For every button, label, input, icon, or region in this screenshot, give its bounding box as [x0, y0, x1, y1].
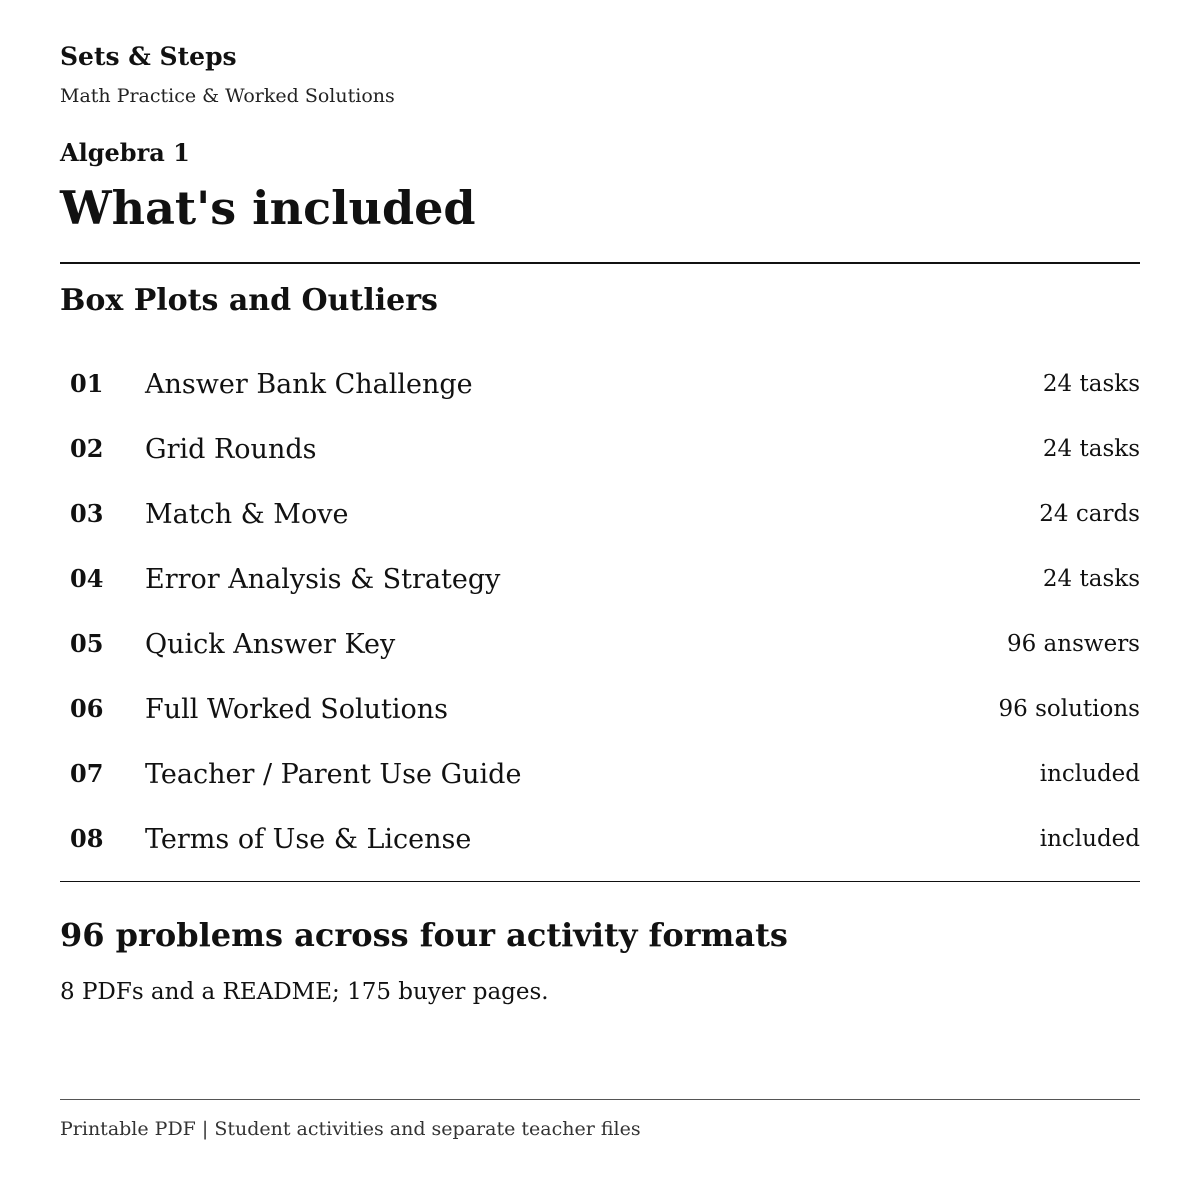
item-label: Teacher / Parent Use Guide: [145, 759, 522, 790]
list-item: [60, 742, 1140, 807]
item-count: 96 answers: [1006, 631, 1140, 657]
item-label: Grid Rounds: [145, 434, 317, 465]
item-label: Full Worked Solutions: [145, 694, 449, 725]
item-count: 24 tasks: [1042, 566, 1140, 592]
item-count: 24 tasks: [1042, 436, 1140, 462]
footer-text: Printable PDF | Student activities and separate teacher files: [60, 1118, 641, 1140]
item-label: Error Analysis & Strategy: [145, 564, 501, 595]
summary-headline: 96 problems across four activity formats: [60, 916, 788, 954]
list-item: [60, 807, 1140, 872]
item-number: 01: [70, 369, 104, 398]
header-divider: [60, 262, 1140, 264]
item-label: Quick Answer Key: [145, 629, 396, 660]
item-number: 08: [70, 824, 104, 853]
page: [60, 0, 1140, 1200]
list-item: [60, 352, 1140, 417]
item-count: 24 tasks: [1042, 371, 1140, 397]
contents-list: [60, 352, 1140, 872]
summary-detail: 8 PDFs and a README; 175 buyer pages.: [60, 979, 549, 1005]
list-item: [60, 547, 1140, 612]
item-number: 04: [70, 564, 104, 593]
course-name: Algebra 1: [60, 138, 190, 167]
item-number: 06: [70, 694, 104, 723]
list-item: [60, 612, 1140, 677]
item-label: Match & Move: [145, 499, 349, 530]
brand-name: Sets & Steps: [60, 42, 237, 71]
list-item: [60, 677, 1140, 742]
item-count: 96 solutions: [998, 696, 1140, 722]
footer-divider: [60, 1099, 1140, 1100]
contents-divider: [60, 881, 1140, 882]
item-count: 24 cards: [1039, 501, 1140, 527]
brand-tagline: Math Practice & Worked Solutions: [60, 85, 395, 107]
list-item: [60, 417, 1140, 482]
item-number: 03: [70, 499, 104, 528]
item-label: Answer Bank Challenge: [145, 369, 473, 400]
section-title: Box Plots and Outliers: [60, 283, 438, 318]
item-count: included: [1039, 761, 1140, 787]
item-label: Terms of Use & License: [145, 824, 472, 855]
item-number: 07: [70, 759, 104, 788]
item-count: included: [1039, 826, 1140, 852]
item-number: 05: [70, 629, 104, 658]
list-item: [60, 482, 1140, 547]
item-number: 02: [70, 434, 104, 463]
page-title: What's included: [60, 181, 476, 235]
